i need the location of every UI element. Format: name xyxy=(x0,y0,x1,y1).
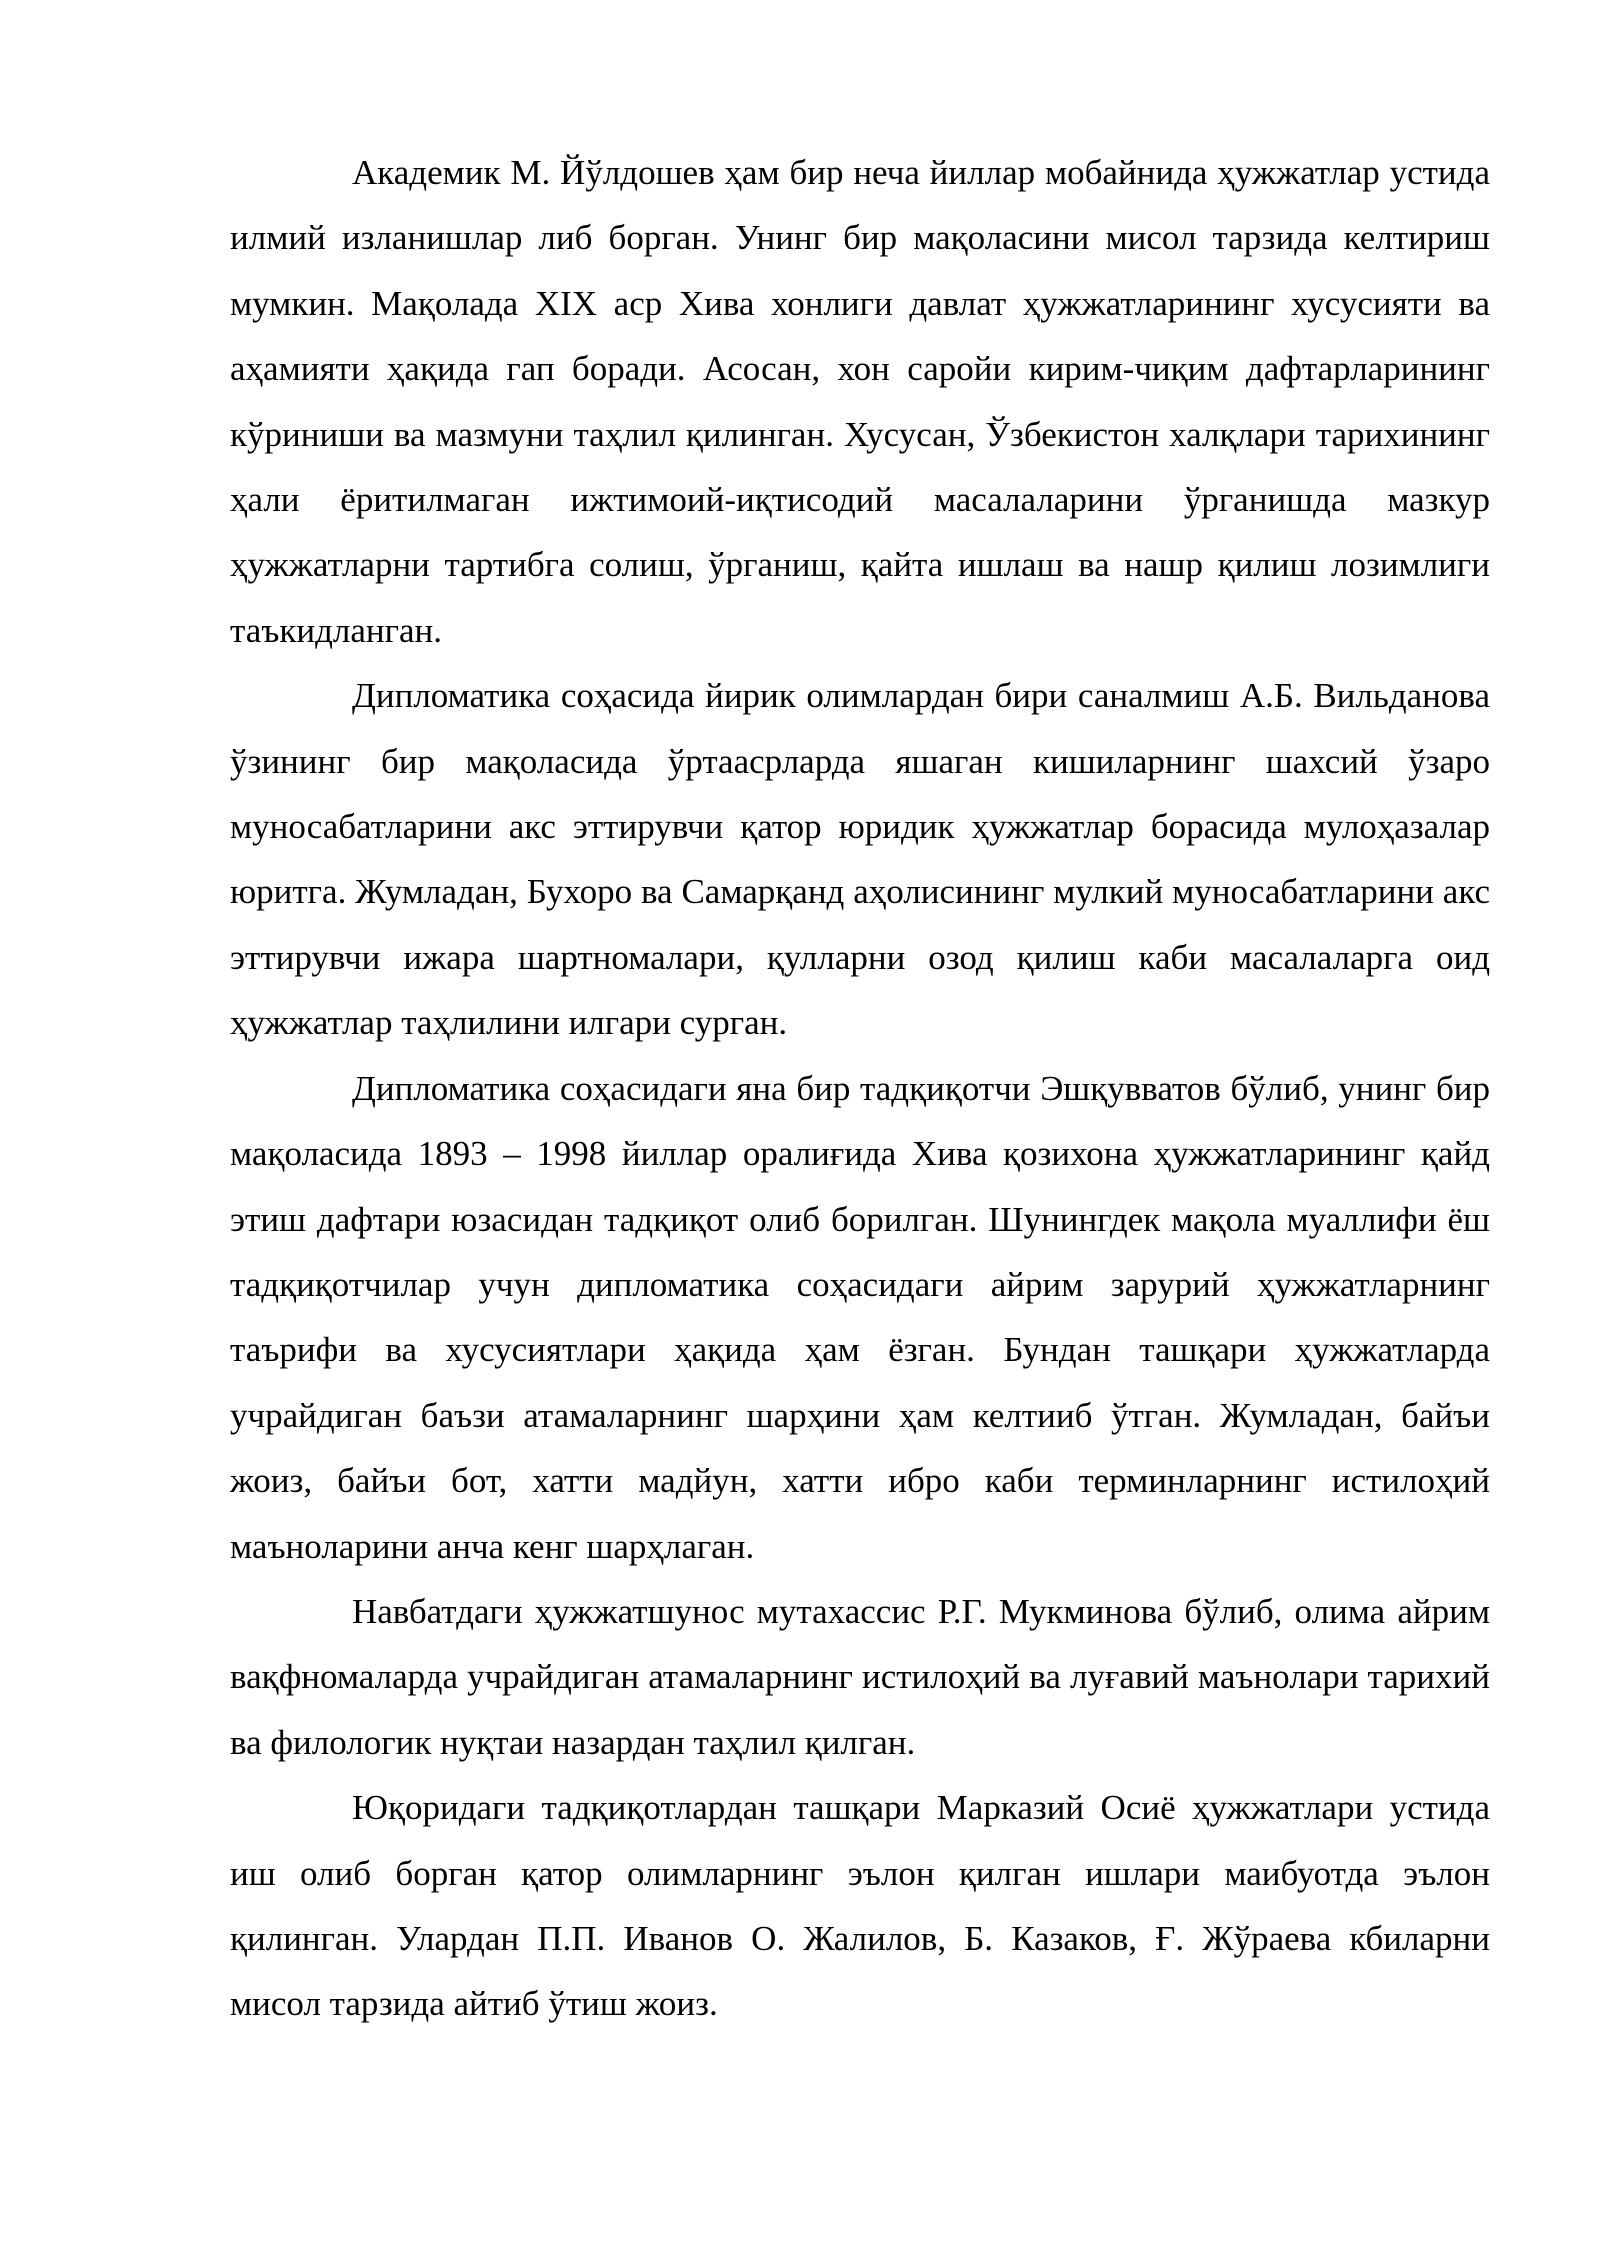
paragraph-vildanova: Дипломатика соҳасида йирик олимлардан бири саналмиш А.Б. Вильданова ўзининг бир мақоласида ўртаасрларда яшаган кишиларнинг шахсий ўзаро муносабатларини акс эттирувчи қатор юридик ҳужжатлар борасида мулоҳазалар юритга. Жумладан, Бухоро ва Самарқанд аҳолисининг мулкий муносабатларини акс эттирувчи ижара шартномалари, қулларни озод қилиш каби масалаларга оид ҳужжатлар таҳлилини илгари сурган. xyxy=(230,676,1490,1043)
paragraph-mirzo-yuldoshev: Академик М. Йўлдошев ҳам бир неча йиллар мобайнида ҳужжатлар устида илмий изланишлар либ борган. Унинг бир мақоласини мисол тарзида келтириш мумкин. Мақолада XIX аср Хива хонлиги давлат ҳужжатларининг хусусияти ва аҳамияти ҳақида гап боради. Асосан, хон саройи кирим-чиқим дафтарларининг кўриниши ва мазмуни таҳлил қилинган. Хусусан, Ўзбекистон халқлари тарихининг ҳали ёритилмаган ижтимоий-иқтисодий масалаларини ўрганишда мазкур ҳужжатларни тартибга солиш, ўрганиш, қайта ишлаш ва нашр қилиш лозимлиги таъкидланган. xyxy=(230,153,1490,650)
paragraph-eshquvvatov: Дипломатика соҳасидаги яна бир тадқиқотчи Эшқувватов бўлиб, унинг бир мақоласида 1893 – 1998 йиллар оралиғида Хива қозихона ҳужжатларининг қайд этиш дафтари юзасидан тадқиқот олиб борилган. Шунингдек мақола муаллифи ёш тадқиқотчилар учун дипломатика соҳасидаги айрим зарурий ҳужжатларнинг таърифи ва хусусиятлари ҳақида ҳам ёзган. Бундан ташқари ҳужжатларда учрайдиган баъзи атамаларнинг шарҳини ҳам келтииб ўтган. Жумладан, байъи жоиз, байъи бот, хатти мадйун, хатти ибро каби терминларнинг истилоҳий маъноларини анча кенг шарҳлаган. xyxy=(230,1068,1490,1566)
paragraph-mukminova: Навбатдаги ҳужжатшунос мутахассис Р.Г. Мукминова бўлиб, олима айрим вақфномаларда учрайдиган атамаларнинг истилоҳий ва луғавий маънолари тарихий ва филологик нуқтаи назардан таҳлил қилган. xyxy=(230,1591,1490,1762)
document-page xyxy=(230,140,1490,2037)
paragraph-other-scholars: Юқоридаги тадқиқотлардан ташқари Марказий Осиё ҳужжатлари устида иш олиб борган қатор олимларнинг эълон қилган ишлари маибуотда эълон қилинган. Улардан П.П. Иванов О. Жалилов, Б. Казаков, Ғ. Жўраева кбиларни мисол тарзида айтиб ўтиш жоиз. xyxy=(230,1788,1490,2024)
